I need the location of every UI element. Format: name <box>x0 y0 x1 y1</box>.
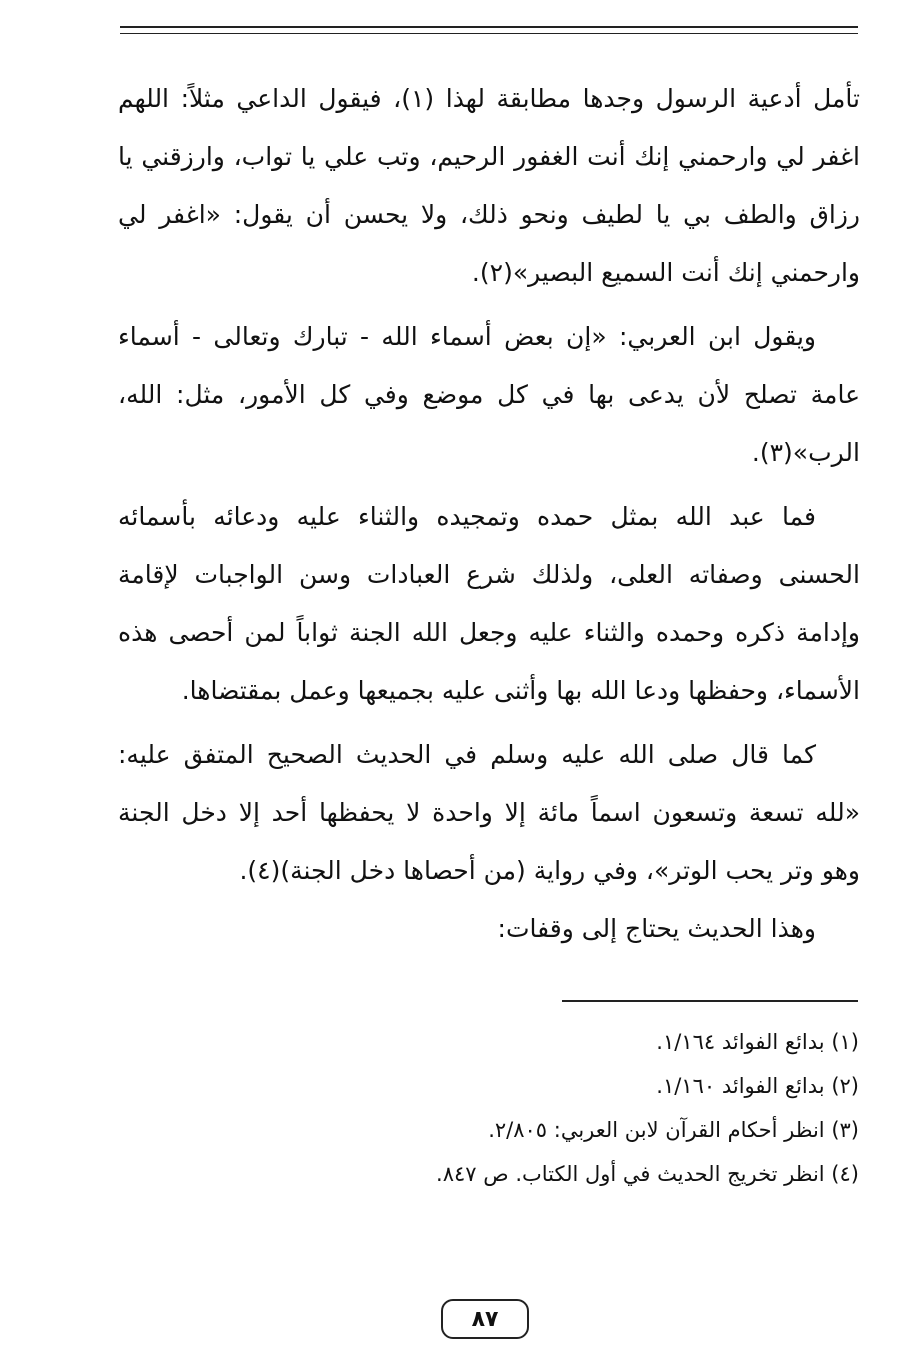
footnote-4: (٤) انظر تخريج الحديث في أول الكتاب. ص ٨٤٧. <box>436 1162 859 1186</box>
page-number-text: ٨٧ <box>471 1306 499 1332</box>
paragraph-3: فما عبد الله بمثل حمده وتمجيده والثناء عليه ودعائه بأسمائه الحسنى وصفاته العلى، ولذلك شرع العبادات وسن الواجبات لإقامة وإدامة ذكره وحمده والثناء عليه وجعل الله الجنة ثواباً لمن أحصى هذه الأسماء، وحفظها ودعا الله بها وأثنى عليه بجميعها وعمل بمقتضاها. <box>118 502 860 705</box>
footnote-2: (٢) بدائع الفوائد ١/١٦٠. <box>656 1074 859 1098</box>
paragraph-5: وهذا الحديث يحتاج إلى وقفات: <box>497 914 816 943</box>
footnote-1: (١) بدائع الفوائد ١/١٦٤. <box>656 1030 859 1054</box>
header-rule-bottom <box>120 33 858 34</box>
page-number <box>441 1299 529 1339</box>
main-text <box>118 70 860 958</box>
footnote-separator <box>562 1000 858 1002</box>
header-rule-top <box>120 26 858 28</box>
footnotes <box>117 1020 859 1196</box>
paragraph-1: تأمل أدعية الرسول وجدها مطابقة لهذا (١)، فيقول الداعي مثلاً: اللهم اغفر لي وارحمني إنك أنت الغفور الرحيم، وتب علي يا تواب، وارزقني يا رزاق والطف بي يا لطيف ونحو ذلك، ولا يحسن أن يقول: «اغفر لي وارحمني إنك أنت السميع البصير»(٢). <box>118 84 860 287</box>
footnote-3: (٣) انظر أحكام القرآن لابن العربي: ٢/٨٠٥. <box>488 1118 859 1142</box>
paragraph-2: ويقول ابن العربي: «إن بعض أسماء الله - تبارك وتعالى - أسماء عامة تصلح لأن يدعى بها في كل موضع وفي كل الأمور، مثل: الله، الرب»(٣). <box>118 322 860 467</box>
paragraph-4: كما قال صلى الله عليه وسلم في الحديث الصحيح المتفق عليه: «لله تسعة وتسعون اسماً مائة إلا واحدة لا يحفظها أحد إلا دخل الجنة وهو وتر يحب الوتر»، وفي رواية (من أحصاها دخل الجنة)(٤). <box>118 740 860 885</box>
